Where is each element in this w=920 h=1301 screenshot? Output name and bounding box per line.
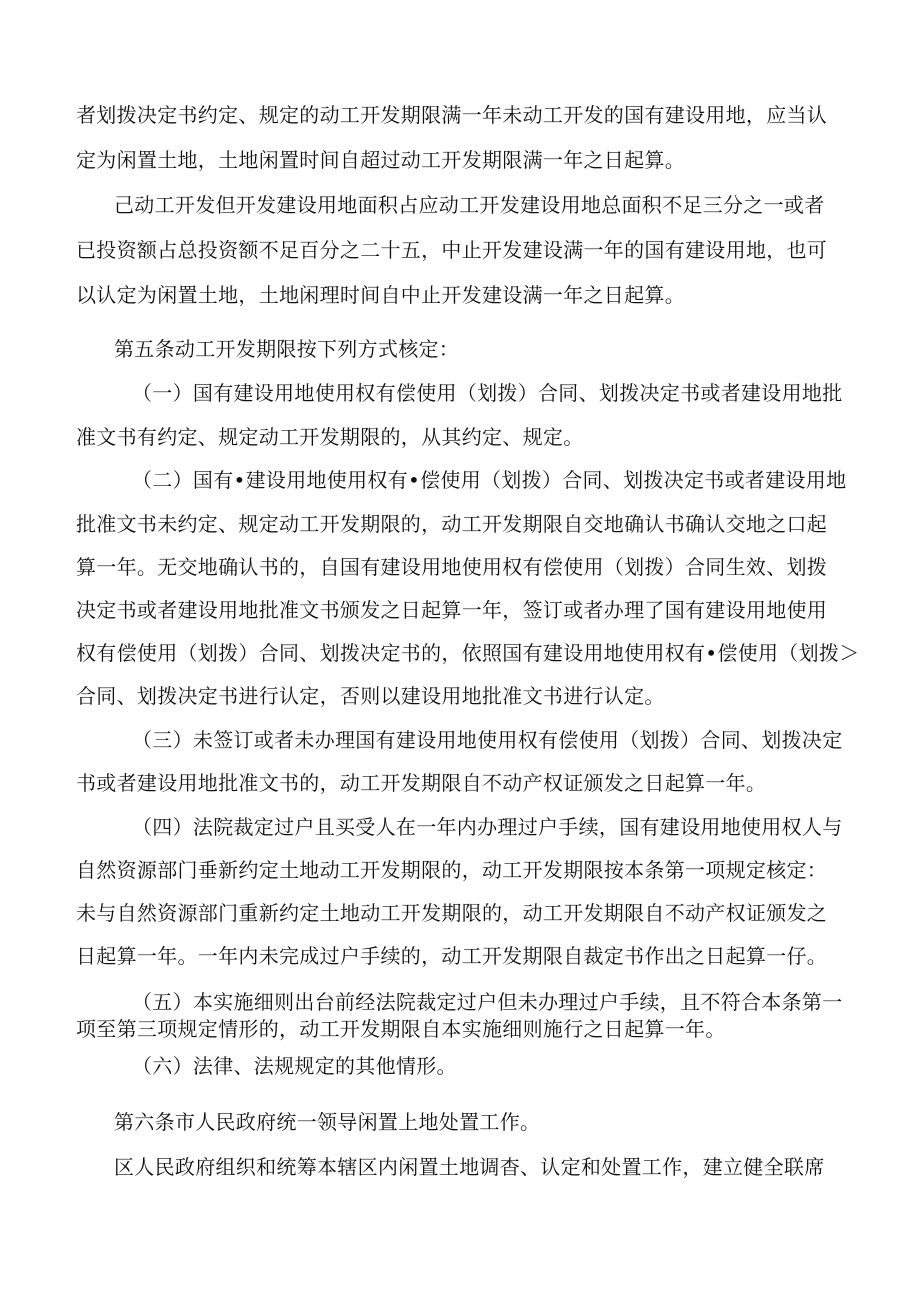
text-line: 定为闲置土地，土地闲置时间自超过动工开发期限满一年之日起算。 bbox=[76, 148, 685, 172]
text-line: 书或者建设用地批准文书的，动工开发期限自不动产权证颁发之日起算一年。 bbox=[76, 771, 767, 795]
text-line: 第五条动工开发期限按下列方式核定： bbox=[114, 337, 460, 361]
text-line: 者划拨决定书约定、规定的动工开发期限满一年未动工开发的国有建设用地，应当认 bbox=[76, 103, 828, 127]
text-line: （五）本实施细则出台前经法院裁定过户但未办理过户手续，且不符合本条第一 bbox=[132, 990, 843, 1014]
text-line: 算一年。无交地确认书的，自国有建设用地使用权有偿使用（划拨）合同生效、划拨 bbox=[76, 555, 828, 579]
text-line: 日起算一年。一年内未完成过户手续的，动工开发期限自裁定书作出之日起算一仔。 bbox=[76, 944, 828, 968]
text-line: 准文书有约定、规定动工开发期限的，从其约定、规定。 bbox=[76, 425, 584, 449]
text-line: 已投资额占总投资额不足百分之二十五，中止开发建设满一年的国有建设用地，也可 bbox=[76, 238, 828, 262]
text-line: 第六条市人民政府统一领导闲置上地处置工作。 bbox=[114, 1110, 541, 1134]
text-line: （四）法院裁定过户且买受人在一年内办理过户手续，国有建设用地使用权人与 bbox=[132, 815, 843, 839]
text-line: 未与自然资源部门重新约定土地动工开发期限的，动工开发期限自不动产权证颁发之 bbox=[76, 901, 828, 925]
text-line: 项至第三项规定情形的，动工开发期限自本实施细则施行之日起算一年。 bbox=[76, 1017, 726, 1041]
text-line: 自然资源部门垂新约定土地动工开发期限的，动工开发期限按本条第一项规定核定： bbox=[76, 858, 828, 882]
text-line: 权有偿使用（划拨）合同、划拨决定书的，依照国有建设用地使用权有•偿使用（划拨＞ bbox=[76, 641, 860, 665]
text-line: （六）法律、法规规定的其他情形。 bbox=[132, 1054, 457, 1078]
text-line: （一）国有建设用地使用权有偿使用（划拨）合同、划拨决定书或者建设用地批 bbox=[132, 381, 843, 405]
text-line: （三）未签订或者未办理国有建设用地使用权有偿使用（划拨）合同、划拨决定 bbox=[132, 728, 843, 752]
text-line: （二）国有•建设用地使用权有•偿使用（划拨）合同、划拨决定书或者建设用地 bbox=[132, 468, 847, 492]
text-line: 批准文书未约定、规定动工开发期限的，动工开发期限自交地确认书确认交地之口起 bbox=[76, 512, 828, 536]
text-line: 区人民政府组织和统筹本辖区内闲置土地调杳、认定和处置工作，建立健全联席 bbox=[114, 1155, 825, 1179]
text-line: 决定书或者建设用地批准文书颁发之日起算一年，签订或者办理了国有建设用地使用 bbox=[76, 598, 828, 622]
text-line: 己动工开发但开发建设用地面积占应动工开发建设用地总面积不足三分之一或者 bbox=[114, 193, 825, 217]
text-line: 合同、划拨决定书进行认定，否则以建设用地批准文书进行认定。 bbox=[76, 684, 665, 708]
text-line: 以认定为闲置土地，土地闲理时间自中止开发建设满一年之日起算。 bbox=[76, 283, 685, 307]
